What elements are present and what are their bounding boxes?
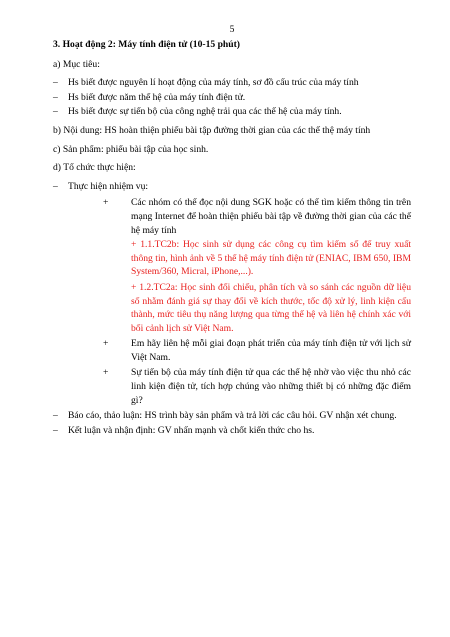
dash-bullet: – [53,424,58,436]
competency-note: + 1.2.TC2a: Học sinh đối chiếu, phân tích và so sánh các nguồn dữ liệu số nhằm đánh giá sự thay đổi về kích thước, tốc độ xử lý, linh kiện cấu thành, mức tiêu thụ năng lượng qua từng thế hệ và liên hệ chính xác với bối cảnh lịch sử Việt Nam. [131,281,411,334]
list-item [53,76,411,90]
task-text: Sự tiến bộ của máy tính điện tử qua các thế hệ nhờ vào việc thu nhỏ các linh kiện điện tử, tích hợp chúng vào những thiết bị có những đặc điểm gì? [131,367,411,406]
plus-bullet: + [103,367,109,379]
task-text: Em hãy liên hệ mỗi giai đoạn phát triển của máy tính điện tử với lịch sử Việt Nam. [131,338,411,363]
dash-bullet: – [53,91,58,103]
organization-label: d) Tổ chức thực hiện: [53,162,136,174]
section-heading: 3. Hoạt động 2: Máy tính điện tử (10-15 phút) [53,39,240,50]
organization-list [53,180,411,438]
dash-bullet: – [53,77,58,89]
plus-bullet: + [103,197,109,209]
list-item [53,409,411,423]
list-item [68,196,411,335]
content-line: b) Nội dung: HS hoàn thiện phiếu bài tập đường thời gian của các thế thệ máy tính [53,124,371,136]
objective-text: Hs biết được nguyên lí hoạt động của máy tính, sơ đồ cấu trúc của máy tính [68,77,359,89]
list-item [53,105,411,119]
document-page [53,24,411,442]
objective-text: Hs biết được sự tiến bộ của công nghệ trải qua các thế hệ của máy tính. [68,106,342,118]
list-item [68,366,411,407]
task-list [68,196,411,407]
list-item [68,337,411,364]
objective-text: Hs biết được năm thế hệ của máy tính điện tử. [68,91,246,103]
plus-bullet: + [103,338,109,350]
list-item [53,91,411,105]
product-line: c) Sản phẩm: phiếu bài tập của học sinh. [53,143,209,155]
list-item [53,180,411,408]
dash-bullet: – [53,410,58,422]
dash-bullet: – [53,106,58,118]
report-text: Báo cáo, thảo luận: HS trình bày sản phẩm và trả lời các câu hỏi. GV nhận xét chung. [68,410,397,422]
competency-note: + 1.1.TC2b: Học sinh sử dụng các công cụ tìm kiếm số để truy xuất thông tin, hình ảnh về 5 thế hệ máy tính điện tử (ENIAC, IBM 650, IBM System/360, Micral, iPhone,...). [131,239,411,278]
dash-bullet: – [53,180,58,192]
objective-list [53,76,411,119]
page-number: 5 [229,24,235,35]
task-text: Các nhóm có thể đọc nội dung SGK hoặc có thể tìm kiếm thông tin trên mạng Internet để hoàn thiện phiếu bài tập về đường thời gian của các thế hệ máy tính [131,197,411,236]
task-label: Thực hiện nhiệm vụ: [68,180,149,192]
objective-label: a) Mục tiêu: [53,58,100,70]
conclusion-text: Kết luận và nhận định: GV nhấn mạnh và chốt kiến thức cho hs. [68,424,315,436]
list-item [53,424,411,438]
